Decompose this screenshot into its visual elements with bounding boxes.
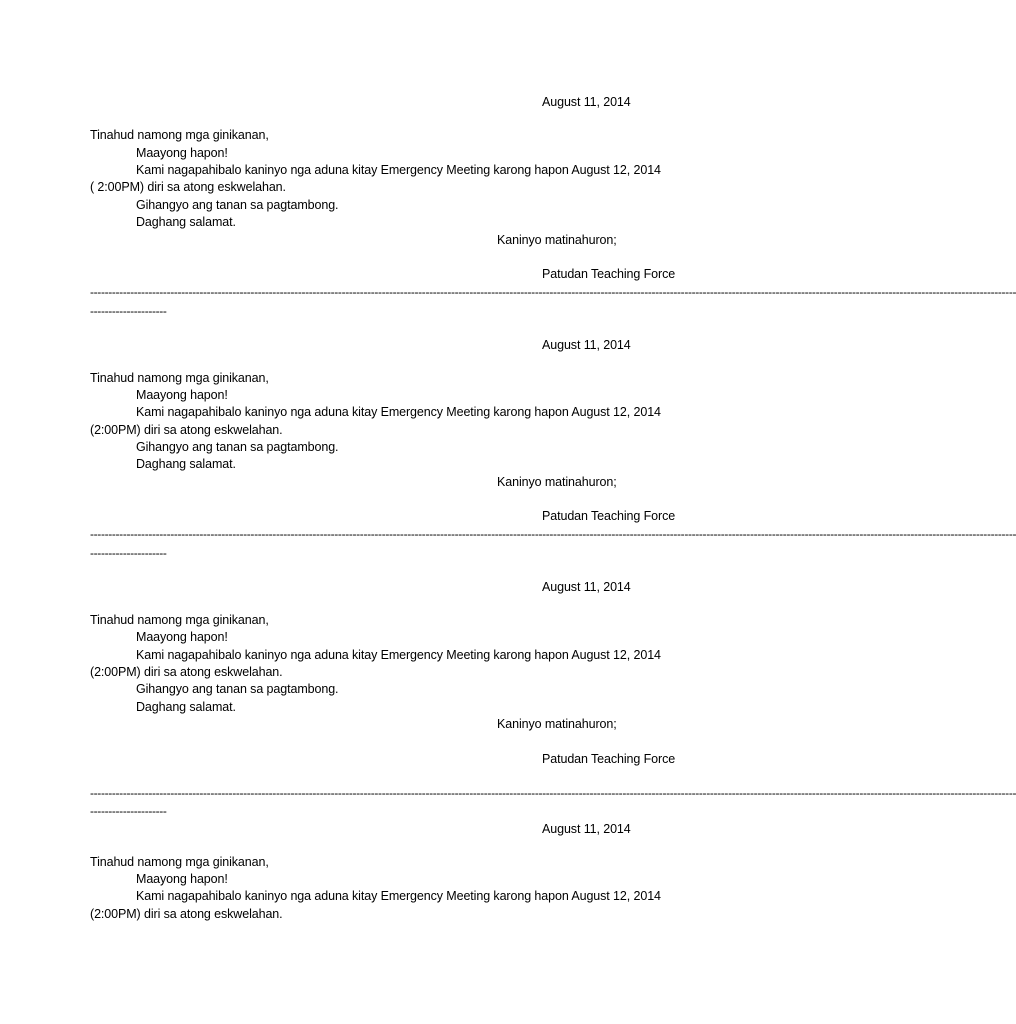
letter-4-body-line1: Kami nagapahibalo kaninyo nga aduna kitay Emergency Meeting karong hapon August 12, 2014 — [136, 889, 661, 903]
letter-2-greeting: Maayong hapon! — [136, 388, 228, 402]
letter-2-signature: Patudan Teaching Force — [542, 509, 676, 523]
letter-1-salutation: Tinahud namong mga ginikanan, — [90, 128, 269, 142]
separator-1-tail: --------------------- — [90, 304, 167, 318]
letter-3-request: Gihangyo ang tanan sa pagtambong. — [136, 682, 339, 696]
letter-3-thanks: Daghang salamat. — [136, 700, 236, 714]
letter-1-date: August 11, 2014 — [542, 95, 631, 109]
letter-2-body-line2: (2:00PM) diri sa atong eskwelahan. — [90, 423, 283, 437]
separator-2-line: -------------------------------------------------------------------------------------------------------------------------------------------------------------------------------------------------------------------------------------------------------------- — [90, 527, 1016, 541]
letter-3-salutation: Tinahud namong mga ginikanan, — [90, 613, 269, 627]
letter-2-date: August 11, 2014 — [542, 338, 631, 352]
letter-3-body-line1: Kami nagapahibalo kaninyo nga aduna kitay Emergency Meeting karong hapon August 12, 2014 — [136, 648, 661, 662]
letter-1-request: Gihangyo ang tanan sa pagtambong. — [136, 198, 339, 212]
separator-2-tail: --------------------- — [90, 546, 167, 560]
letter-1-greeting: Maayong hapon! — [136, 146, 228, 160]
letter-3-greeting: Maayong hapon! — [136, 630, 228, 644]
letter-1-signature: Patudan Teaching Force — [542, 267, 676, 281]
letter-4-salutation: Tinahud namong mga ginikanan, — [90, 855, 269, 869]
letter-1-body-line2: ( 2:00PM) diri sa atong eskwelahan. — [90, 180, 286, 194]
separator-1-line: -------------------------------------------------------------------------------------------------------------------------------------------------------------------------------------------------------------------------------------------------------------- — [90, 285, 1016, 299]
separator-3-tail: --------------------- — [90, 804, 167, 818]
letter-2-thanks: Daghang salamat. — [136, 457, 236, 471]
letter-1-closing: Kaninyo matinahuron; — [497, 233, 617, 247]
letter-3-body-line2: (2:00PM) diri sa atong eskwelahan. — [90, 665, 283, 679]
letter-2-closing: Kaninyo matinahuron; — [497, 475, 617, 489]
letter-4-body-line2: (2:00PM) diri sa atong eskwelahan. — [90, 907, 283, 921]
letter-2-body-line1: Kami nagapahibalo kaninyo nga aduna kitay Emergency Meeting karong hapon August 12, 2014 — [136, 405, 661, 419]
letter-3-closing: Kaninyo matinahuron; — [497, 717, 617, 731]
letter-1-thanks: Daghang salamat. — [136, 215, 236, 229]
letter-2-salutation: Tinahud namong mga ginikanan, — [90, 371, 269, 385]
letter-3-date: August 11, 2014 — [542, 580, 631, 594]
letter-4-date: August 11, 2014 — [542, 822, 631, 836]
letter-1-body-line1: Kami nagapahibalo kaninyo nga aduna kitay Emergency Meeting karong hapon August 12, 2014 — [136, 163, 661, 177]
letter-2-request: Gihangyo ang tanan sa pagtambong. — [136, 440, 339, 454]
letter-3-signature: Patudan Teaching Force — [542, 752, 676, 766]
separator-3-line: -------------------------------------------------------------------------------------------------------------------------------------------------------------------------------------------------------------------------------------------------------------- — [90, 786, 1016, 800]
letter-4-greeting: Maayong hapon! — [136, 872, 228, 886]
